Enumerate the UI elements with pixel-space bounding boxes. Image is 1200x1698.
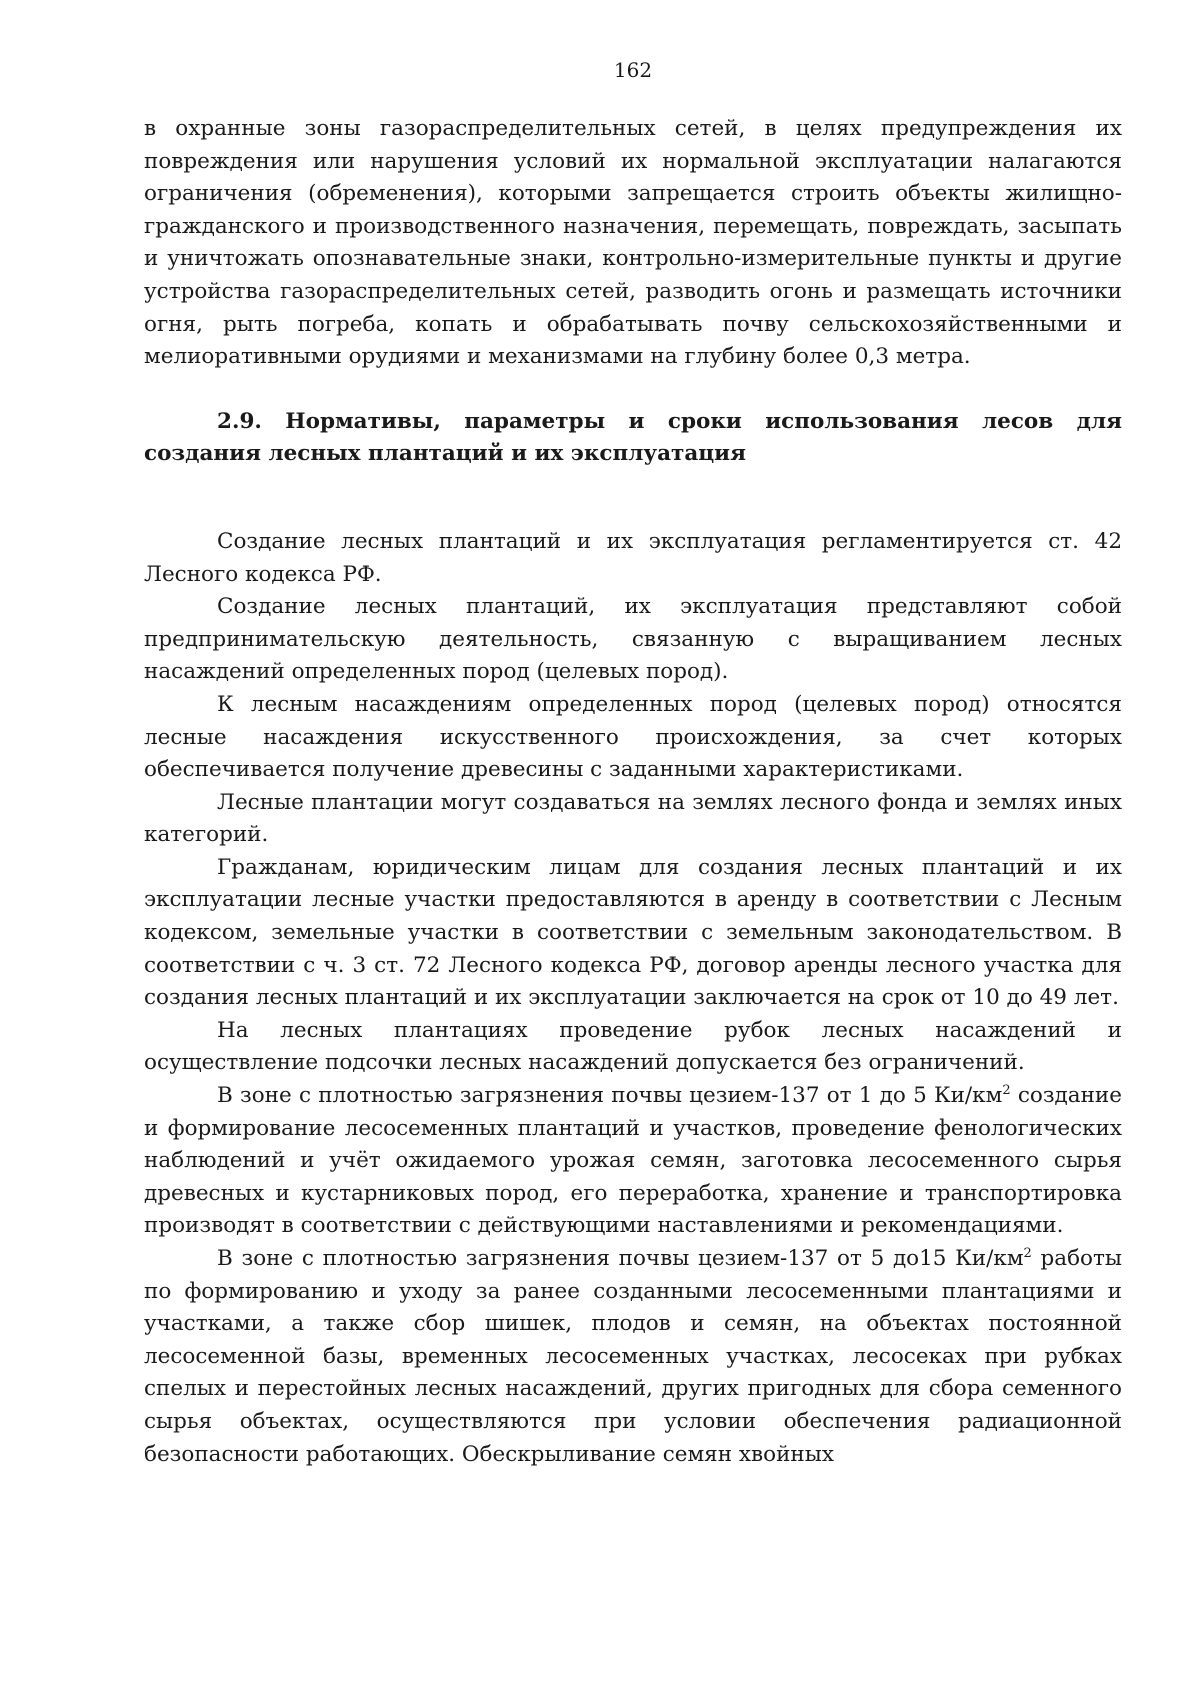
paragraph: Гражданам, юридическим лицам для создания лесных плантаций и их эксплуатации лесные участки предоставляются в аренду в соответствии с Лесным кодексом, земельные участки в соответствии с земельным законодательством. В соответствии с ч. 3 ст. 72 Лесного кодекса РФ, договор аренды лесного участка для создания лесных плантаций и их эксплуатации заключается на срок от 10 до 49 лет. <box>144 854 1122 1011</box>
paragraph-cesium-1-lead: В зоне с плотностью загрязнения почвы цезием-137 от 1 до 5 Ки/км <box>217 1083 1003 1109</box>
superscript: 2 <box>1023 1245 1032 1261</box>
paragraph: Лесные плантации могут создаваться на землях лесного фонда и землях иных категорий. <box>144 789 1122 848</box>
paragraph-cesium-1-rest: создание и формирование лесосеменных плантаций и участков, проведение фенологических наблюдений и учёт ожидаемого урожая семян, заготовка лесосеменного сырья древесных и кустарниковых пород, его переработка, хранение и транспортировка производят в соответствии с действующими наставлениями и рекомендациями. <box>144 1083 1122 1239</box>
paragraph-cesium-2 <box>144 1243 1122 1471</box>
paragraph-cesium-2-lead: В зоне с плотностью загрязнения почвы цезием-137 от 5 до15 Ки/км <box>217 1246 1024 1271</box>
page-number: 162 <box>613 58 653 82</box>
intro-paragraph: в охранные зоны газораспределительных сетей, в целях предупреждения их повреждения или нарушения условий их нормальной эксплуатации налагаются ограничения (обременения), которыми запрещается строить объекты жилищно-гражданского и производственного назначения, перемещать, повреждать, засыпать и уничтожать опознавательные знаки, контрольно-измерительные пункты и другие устройства газораспределительных сетей, разводить огонь и размещать источники огня, рыть погреба, копать и обрабатывать почву сельскохозяйственными и мелиоративными орудиями и механизмами на глубину более 0,3 метра. <box>144 116 1122 370</box>
document-body <box>144 113 1122 1471</box>
paragraph: На лесных плантациях проведение рубок лесных насаждений и осуществление подсочки лесных насаждений допускается без ограничений. <box>144 1017 1122 1076</box>
section-heading: 2.9. Нормативы, параметры и сроки использования лесов для создания лесных плантаций и их эксплуатация <box>144 408 1122 467</box>
paragraph: Создание лесных плантаций, их эксплуатация представляют собой предпринимательскую деятельность, связанную с выращиванием лесных насаждений определенных пород (целевых пород). <box>144 594 1122 685</box>
paragraph-cesium-2-rest: работы по формированию и уходу за ранее созданными лесосеменными плантациями и участками, а также сбор шишек, плодов и семян, на объектах постоянной лесосеменной базы, временных лесосеменных участках, лесосеках при рубках спелых и перестойных лесных насаждений, других пригодных для сбора семенного сырья объектах, осуществляются при условии обеспечения радиационной безопасности работающих. Обескрыливание семян хвойных <box>144 1246 1122 1467</box>
paragraph: К лесным насаждениям определенных пород (целевых пород) относятся лесные насаждения искусственного происхождения, за счет которых обеспечивается получение древесины с заданными характеристиками. <box>144 691 1122 783</box>
paragraph-cesium-1 <box>144 1080 1122 1243</box>
paragraph: Создание лесных плантаций и их эксплуатация регламентируется ст. 42 Лесного кодекса РФ. <box>144 528 1122 587</box>
superscript: 2 <box>1002 1082 1011 1098</box>
